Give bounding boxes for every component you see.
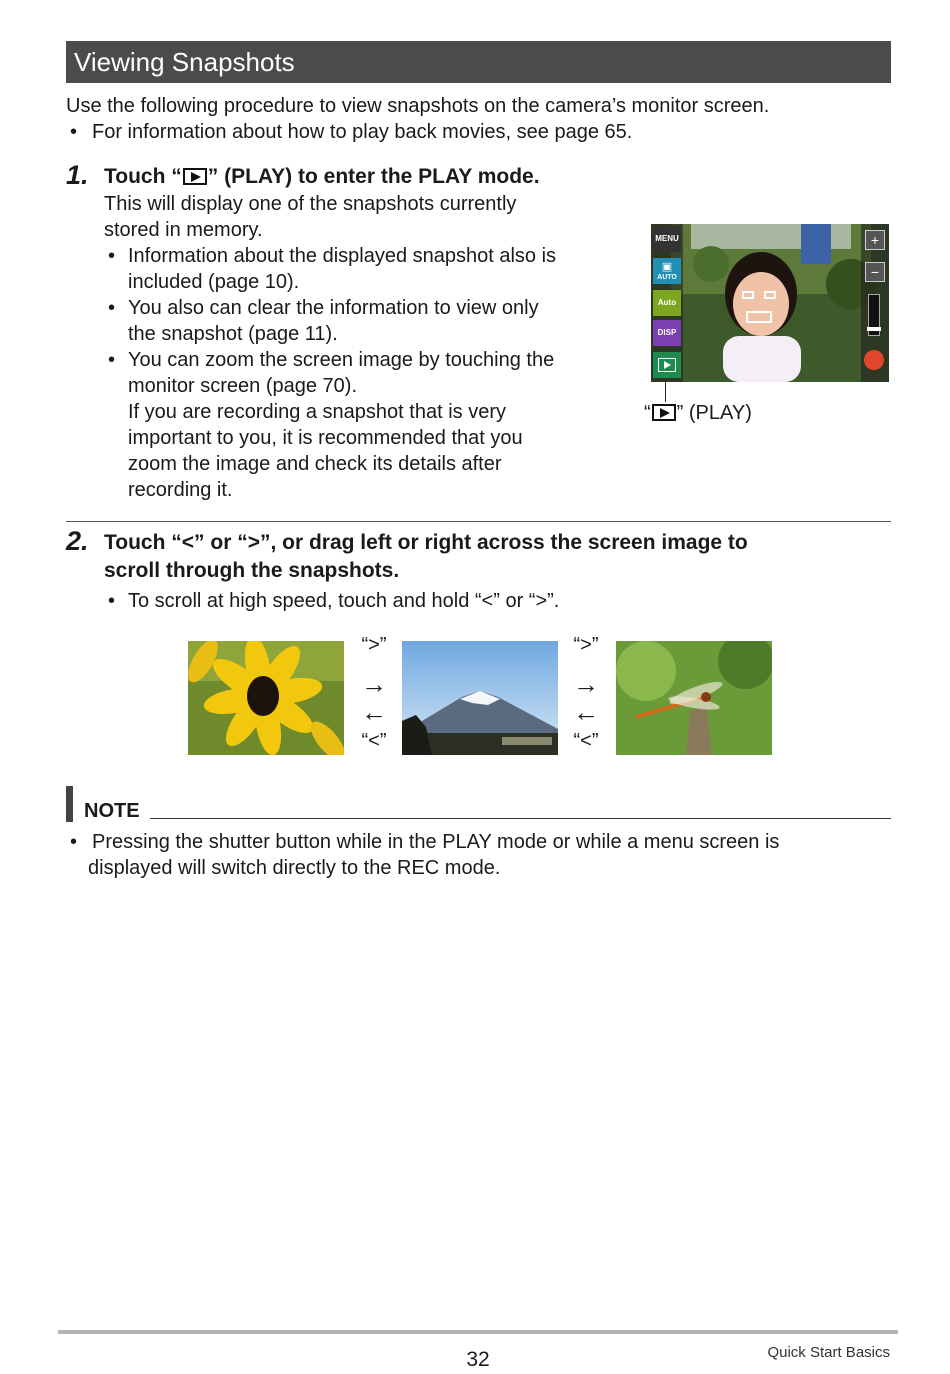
intro-bullet-text: For information about how to play back movies, see page 65. (92, 121, 633, 143)
next-label: “>” (573, 634, 599, 656)
section-title: Viewing Snapshots (66, 41, 891, 83)
note-title: NOTE (84, 800, 140, 822)
next-label: “>” (361, 634, 387, 656)
step-2-title-line2: scroll through the snapshots. (104, 559, 400, 582)
callout-quote: “ (644, 402, 651, 424)
step-1-description (104, 191, 516, 243)
flower-thumbnail (188, 641, 344, 755)
intro (66, 93, 769, 145)
right-arrow-icon: → (573, 669, 599, 699)
play-icon (658, 358, 676, 372)
note-bullet: • Pressing the shutter button while in the PLAY mode or while a menu screen is (70, 831, 780, 853)
step-1-bullets (104, 243, 614, 503)
play-button (653, 352, 681, 378)
left-arrow-icon: ← (361, 697, 387, 727)
dragonfly-image (616, 641, 772, 755)
list-item: • Information about the displayed snapshot also is included (page 10). (104, 243, 614, 295)
record-icon (864, 350, 884, 370)
step-2-number: 2. (66, 526, 89, 556)
auto-mode-button: Auto (653, 290, 681, 316)
callout-text: ” (PLAY) (676, 402, 752, 424)
list-item-line2: monitor screen (page 70). (128, 375, 358, 397)
list-item-line1: You also can clear the information to view only (128, 297, 539, 319)
list-item-line2: the snapshot (page 11). (128, 323, 338, 345)
camera-icon: ▣ (661, 261, 673, 273)
play-icon (183, 168, 207, 185)
mountain-thumbnail (402, 641, 558, 755)
zoom-slider-thumb (867, 327, 881, 331)
note-line1: Pressing the shutter button while in the PLAY mode or while a menu screen is (92, 831, 780, 853)
dragonfly-thumbnail (616, 641, 772, 755)
intro-text: Use the following procedure to view snapshots on the camera’s monitor screen. (66, 95, 770, 117)
note-marker (66, 786, 73, 822)
step-1-title-end: ” (PLAY) to enter the PLAY mode. (207, 165, 540, 188)
list-item-line1: Information about the displayed snapshot also is (128, 245, 557, 267)
step-1-desc-line1: This will display one of the snapshots currently (104, 193, 517, 215)
step-1-extra-line: If you are recording a snapshot that is very (128, 401, 506, 423)
list-item-line1: You can zoom the screen image by touching the (128, 349, 555, 371)
page-number: 32 (466, 1348, 490, 1371)
mountain-image (402, 641, 558, 755)
zoom-slider (868, 294, 880, 336)
step-1-extra-line: recording it. (128, 479, 233, 501)
left-arrow-icon: ← (573, 697, 599, 727)
step-2-title-line1: Touch “<” or “>”, or drag left or right across the screen image to (104, 531, 748, 554)
step-2-title (104, 529, 748, 585)
step-1-title (104, 163, 540, 191)
flower-image (188, 641, 344, 755)
list-item-line2: included (page 10). (128, 271, 300, 293)
step-1-desc-line2: stored in memory. (104, 219, 263, 241)
zoom-in-icon: + (865, 230, 885, 250)
disp-button: DISP (653, 320, 681, 346)
step-1-number: 1. (66, 160, 89, 190)
step-1-title-start: Touch “ (104, 165, 182, 188)
right-arrow-icon: → (361, 669, 387, 699)
menu-button: MENU (653, 226, 681, 252)
note-rule (150, 818, 891, 819)
list-item: • To scroll at high speed, touch and hold “<” or “>”. (108, 590, 560, 612)
zoom-out-icon: − (865, 262, 885, 282)
note-line2: displayed will switch directly to the REC mode. (88, 857, 501, 879)
step-2-bullets (104, 588, 804, 614)
divider (66, 521, 891, 522)
footer-section-label: Quick Start Basics (767, 1344, 890, 1361)
note-text (66, 829, 886, 881)
auto-label: AUTO (657, 274, 677, 281)
callout-line (665, 380, 666, 402)
list-item-text: To scroll at high speed, touch and hold “<” or “>”. (128, 590, 560, 612)
step-1-extra-line: zoom the image and check its details after (128, 453, 502, 475)
play-icon (652, 404, 676, 421)
step-1-extra-line: important to you, it is recommended that you (128, 427, 523, 449)
play-callout (644, 400, 752, 426)
previous-label: “<” (361, 730, 387, 752)
camera-screen-image (651, 224, 889, 382)
intro-bullet: • For information about how to play back movies, see page 65. (70, 121, 633, 143)
child-photo (651, 224, 889, 382)
list-item: • You also can clear the information to view only the snapshot (page 11). (104, 295, 614, 347)
list-item: • You can zoom the screen image by touching the monitor screen (page 70). (104, 347, 614, 399)
footer-rule (58, 1330, 898, 1334)
previous-label: “<” (573, 730, 599, 752)
auto-camera-button (653, 258, 681, 284)
